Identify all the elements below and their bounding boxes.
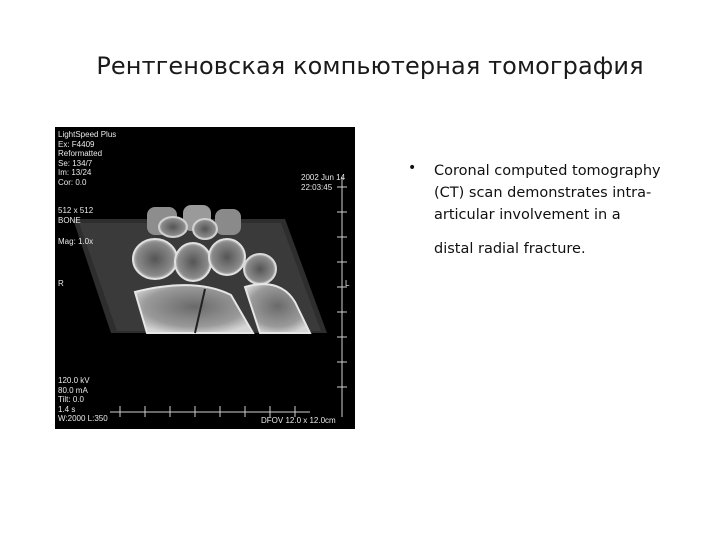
bullet-line: (CT) scan demonstrates intra- xyxy=(434,185,652,201)
overlay-line: Se: 134/7 xyxy=(58,158,93,168)
overlay-mag xyxy=(58,237,93,247)
overlay-line: W:2000 L:350 xyxy=(58,414,108,424)
bullet-line: distal radial fracture. xyxy=(434,241,586,257)
bullet-dot-icon: • xyxy=(408,160,417,176)
overlay-top-right xyxy=(301,173,345,192)
overlay-side-right xyxy=(345,279,349,289)
overlay-matrix xyxy=(58,206,93,225)
overlay-bottom-left xyxy=(58,376,108,424)
overlay-line: Mag: 1.0x xyxy=(58,237,94,246)
overlay-line: 512 x 512 xyxy=(58,206,94,215)
overlay-line: Ex: F4409 xyxy=(58,139,95,149)
overlay-line: DFOV 12.0 x 12.0cm xyxy=(261,416,336,425)
bullet-text xyxy=(434,160,704,260)
overlay-line: 2002 Jun 14 xyxy=(301,173,346,182)
overlay-side-left xyxy=(58,279,64,289)
overlay-bottom-right xyxy=(261,416,336,426)
overlay-line: Tilt: 0.0 xyxy=(58,395,84,405)
ct-scan-image xyxy=(55,127,355,429)
overlay-line: Im: 13/24 xyxy=(58,168,92,178)
overlay-line: Cor: 0.0 xyxy=(58,177,87,187)
overlay-line: 80.0 mA xyxy=(58,385,88,395)
overlay-top-left xyxy=(58,130,116,188)
bullet-line: Coronal computed tomography xyxy=(434,163,661,179)
overlay-line: 120.0 kV xyxy=(58,376,90,385)
overlay-line: 1.4 s xyxy=(58,404,76,414)
overlay-line: 22:03:45 xyxy=(301,182,333,192)
overlay-line: R xyxy=(58,279,64,288)
overlay-line: BONE xyxy=(58,215,81,225)
overlay-line: Reformatted xyxy=(58,149,103,159)
bullet-line: articular involvement in a xyxy=(434,207,621,223)
slide-title: Рентгеновская компьютерная томография xyxy=(96,52,644,80)
overlay-line: LightSpeed Plus xyxy=(58,130,117,139)
overlay-line: L xyxy=(345,279,350,288)
